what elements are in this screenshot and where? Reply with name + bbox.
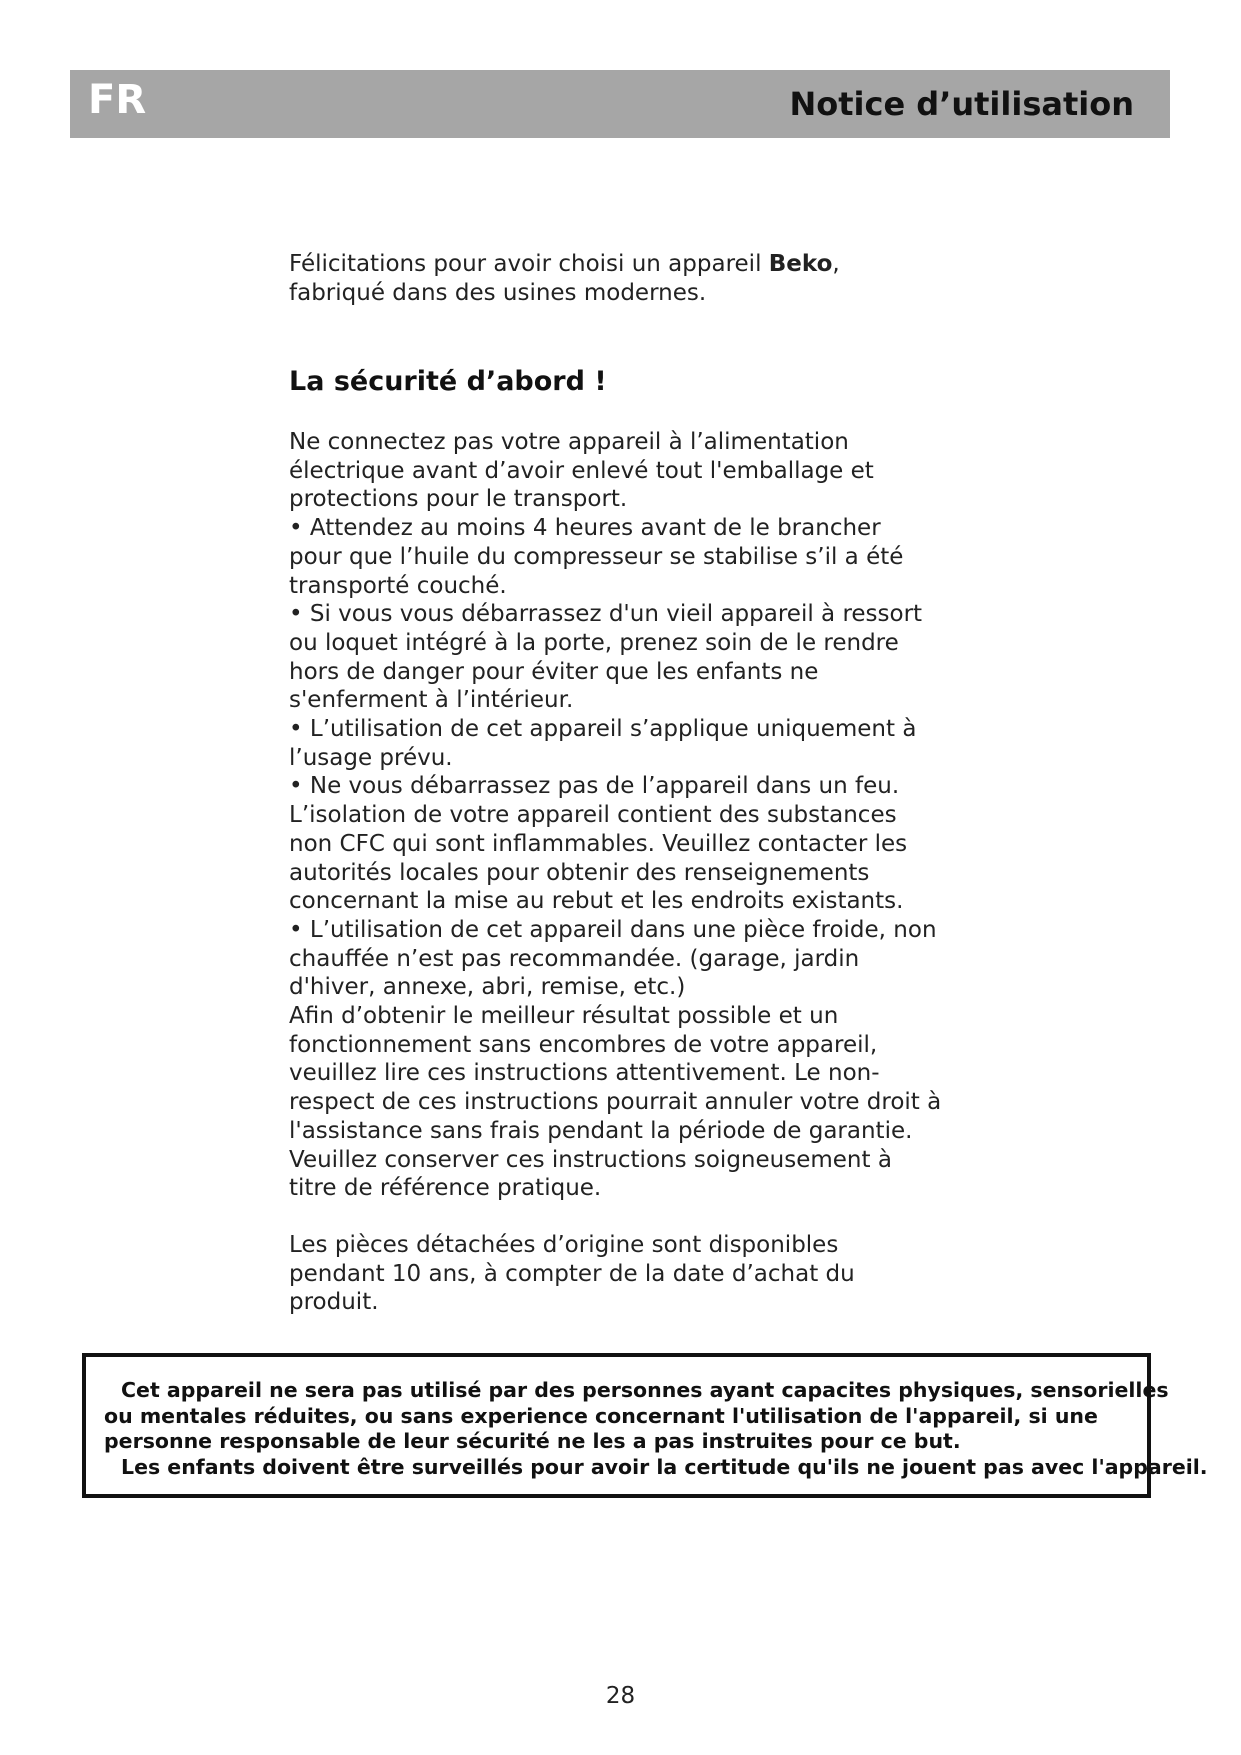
safety-line: • Si vous vous débarrassez d'un vieil appareil à ressort [289, 601, 923, 628]
safety-line: • Attendez au moins 4 heures avant de le brancher [289, 515, 881, 542]
warning-box [82, 1353, 1208, 1498]
page-header [70, 70, 1170, 138]
brand-name: Beko [768, 251, 833, 277]
intro-text: Félicitations pour avoir choisi un appareil [289, 251, 769, 277]
safety-line: autorités locales pour obtenir des renseignements [289, 859, 870, 886]
intro-line-2: fabriqué dans des usines modernes. [289, 279, 707, 306]
safety-line: Afin d’obtenir le meilleur résultat possible et un [289, 1003, 839, 1030]
parts-line: Les pièces détachées d’origine sont disponibles [289, 1232, 839, 1258]
parts-line: pendant 10 ans, à compter de la date d’achat du [289, 1260, 855, 1287]
warning-line: personne responsable de leur sécurité ne les a pas instruites pour ce but. [104, 1429, 961, 1454]
safety-line: protections pour le transport. [289, 486, 628, 513]
safety-line: • Ne vous débarrassez pas de l’appareil dans un feu. [289, 773, 900, 800]
safety-line: Ne connectez pas votre appareil à l’alimentation [289, 429, 849, 455]
safety-line: s'enferment à l’intérieur. [289, 687, 574, 714]
safety-line: ou loquet intégré à la porte, prenez soin de le rendre [289, 629, 899, 656]
intro-comma: , [832, 251, 840, 277]
document-title: Notice d’utilisation [789, 85, 1134, 123]
safety-line: concernant la mise au rebut et les endroits existants. [289, 888, 904, 915]
parts-line: produit. [289, 1289, 379, 1316]
safety-heading: La sécurité d’abord ! [289, 366, 607, 397]
safety-line: Veuillez conserver ces instructions soigneusement à [289, 1146, 892, 1173]
safety-line: non CFC qui sont inflammables. Veuillez contacter les [289, 830, 908, 857]
spare-parts-paragraph [289, 1231, 929, 1317]
warning-line: ou mentales réduites, ou sans experience concernant l'utilisation de l'appareil, si une [104, 1403, 1098, 1428]
safety-text [289, 428, 942, 1203]
safety-line: • L’utilisation de cet appareil dans une pièce froide, non [289, 916, 937, 943]
safety-line: hors de danger pour éviter que les enfants ne [289, 658, 819, 685]
page-number: 28 [605, 1683, 636, 1709]
language-code: FR [88, 77, 147, 123]
safety-line: respect de ces instructions pourrait annuler votre droit à [289, 1089, 942, 1116]
safety-line: veuillez lire ces instructions attentivement. Le non- [289, 1060, 880, 1087]
safety-line: d'hiver, annexe, abri, remise, etc.) [289, 974, 686, 1001]
warning-line: Les enfants doivent être surveillés pour avoir la certitude qu'ils ne jouent pas avec l'appareil. [121, 1454, 1208, 1479]
warning-line: Cet appareil ne sera pas utilisé par des personnes ayant capacites physiques, sensorielles [121, 1378, 1169, 1402]
safety-line: transporté couché. [289, 572, 507, 599]
intro-line-1 [289, 250, 929, 279]
safety-line: fonctionnement sans encombres de votre appareil, [289, 1031, 878, 1058]
safety-line: • L’utilisation de cet appareil s’applique uniquement à [289, 716, 917, 743]
safety-line: pour que l’huile du compresseur se stabilise s’il a été [289, 543, 904, 570]
safety-line: titre de référence pratique. [289, 1175, 602, 1202]
safety-line: l'assistance sans frais pendant la période de garantie. [289, 1117, 913, 1144]
intro-paragraph [289, 250, 929, 307]
safety-line: L’isolation de votre appareil contient des substances [289, 802, 897, 829]
safety-line: chauffée n’est pas recommandée. (garage, jardin [289, 945, 860, 972]
safety-line: l’usage prévu. [289, 744, 453, 771]
safety-line: électrique avant d’avoir enlevé tout l'emballage et [289, 457, 874, 484]
